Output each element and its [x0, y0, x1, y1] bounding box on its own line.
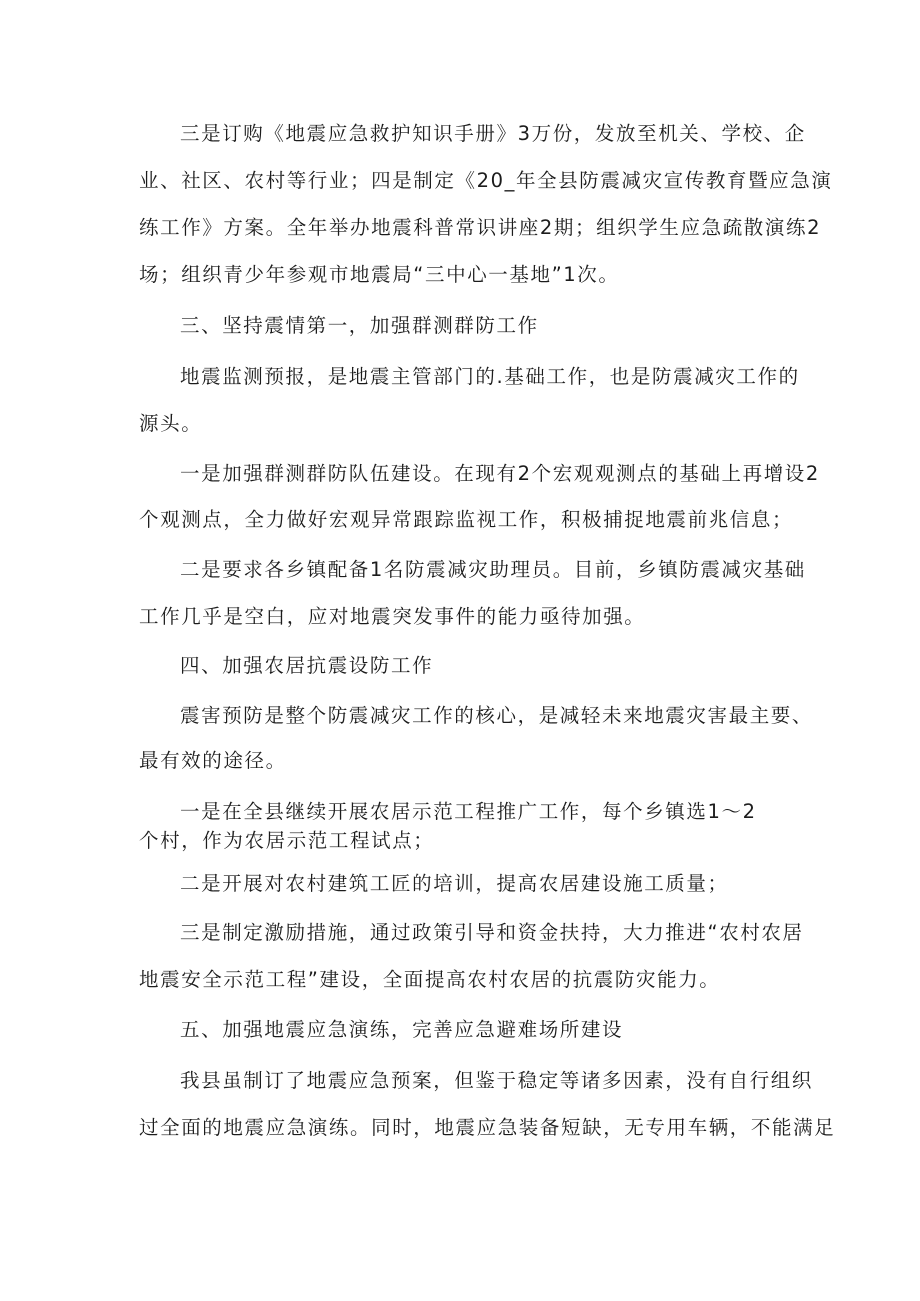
text-line: 三是订购《地震应急救护知识手册》3万份，发放至机关、学校、企 — [180, 122, 806, 145]
text-line: 一是加强群测群防队伍建设。在现有2个宏观观测点的基础上再增设2 — [180, 462, 820, 485]
section-heading: 三、坚持震情第一，加强群测群防工作 — [180, 314, 539, 337]
text-line: 二是开展对农村建筑工匠的培训，提高农居建设施工质量； — [180, 872, 729, 895]
text-line: 我县虽制订了地震应急预案，但鉴于稳定等诸多因素，没有自行组织 — [180, 1069, 814, 1092]
text-line: 地震安全示范工程”建设，全面提高农村农居的抗震防灾能力。 — [139, 968, 721, 991]
text-line: 三是制定激励措施，通过政策引导和资金扶持，大力推进“农村农居 — [180, 921, 804, 944]
text-line: 一是在全县继续开展农居示范工程推广工作，每个乡镇选1～2 — [180, 800, 757, 823]
section-heading: 五、加强地震应急演练，完善应急避难场所建设 — [180, 1018, 624, 1041]
text-line: 练工作》方案。全年举办地震科普常识讲座2期；组织学生应急疏散演练2 — [139, 216, 822, 239]
text-line: 二是要求各乡镇配备1名防震减灾助理员。目前，乡镇防震减灾基础 — [180, 558, 806, 581]
text-line: 业、社区、农村等行业；四是制定《20_年全县防震减灾宣传教育暨应急演 — [139, 169, 833, 192]
text-line: 工作几乎是空白，应对地震突发事件的能力亟待加强。 — [139, 605, 646, 628]
text-line: 场；组织青少年参观市地震局“三中心一基地”1次。 — [139, 263, 620, 286]
text-line: 最有效的途径。 — [139, 749, 287, 772]
text-line: 震害预防是整个防震减灾工作的核心，是减轻未来地震灾害最主要、 — [180, 704, 814, 727]
text-line: 源头。 — [139, 412, 203, 435]
text-line: 过全面的地震应急演练。同时，地震应急装备短缺，无专用车辆，不能满足 — [139, 1116, 836, 1139]
text-line: 个村，作为农居示范工程试点； — [139, 829, 435, 852]
section-heading: 四、加强农居抗震设防工作 — [180, 654, 434, 677]
text-line: 个观测点，全力做好宏观异常跟踪监视工作，积极捕捉地震前兆信息； — [139, 508, 794, 531]
text-line: 地震监测预报，是地震主管部门的.基础工作，也是防震减灾工作的 — [180, 365, 800, 388]
